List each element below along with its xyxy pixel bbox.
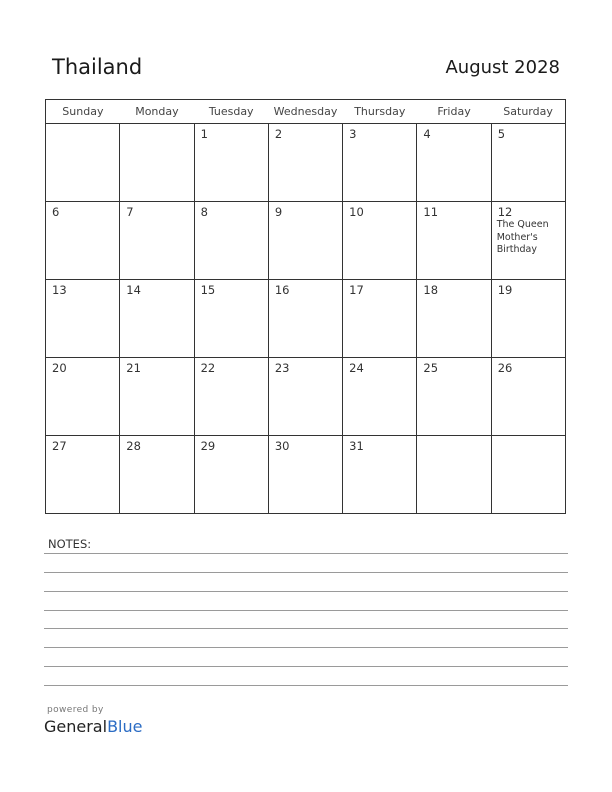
day-number: 17 [349, 283, 364, 297]
weekday-thursday: Thursday [343, 100, 417, 124]
notes-label: NOTES: [48, 537, 92, 551]
holiday-label: Birthday [496, 244, 537, 255]
day-cell [194, 436, 268, 514]
day-cell [268, 202, 342, 280]
day-number [120, 124, 193, 127]
day-cell [120, 124, 194, 202]
day-cell [120, 202, 194, 280]
note-line [44, 628, 568, 629]
day-cell [268, 280, 342, 358]
note-line [44, 685, 568, 686]
day-number: 22 [200, 361, 216, 375]
country-title: Thailand [52, 55, 143, 79]
day-cell [491, 436, 565, 514]
day-number: 3 [349, 127, 357, 141]
day-cell [417, 202, 491, 280]
day-cell [343, 358, 417, 436]
day-number: 29 [200, 439, 216, 453]
day-number: 24 [349, 361, 364, 375]
day-number: 19 [497, 283, 513, 297]
brand-blue: Blue [107, 717, 143, 736]
note-line [44, 666, 568, 667]
week-row [46, 202, 566, 280]
day-number: 25 [423, 361, 439, 375]
day-cell [46, 124, 120, 202]
day-number: 21 [126, 361, 141, 375]
day-cell [194, 358, 268, 436]
day-cell [491, 124, 565, 202]
day-number: 5 [497, 127, 506, 141]
weekday-saturday: Saturday [491, 100, 565, 124]
weekday-tuesday: Tuesday [194, 100, 268, 124]
day-cell [491, 280, 565, 358]
day-cell [343, 280, 417, 358]
brand-logo [44, 717, 142, 736]
day-number: 18 [423, 283, 439, 297]
day-number: 13 [52, 283, 67, 297]
holiday-label: The Queen [496, 219, 549, 230]
day-cell [343, 124, 417, 202]
day-number: 9 [274, 205, 283, 219]
day-number: 28 [126, 439, 141, 453]
month-title: August 2028 [445, 57, 560, 78]
day-cell [46, 202, 120, 280]
day-number: 11 [423, 205, 439, 219]
day-cell [268, 436, 342, 514]
day-cell [417, 280, 491, 358]
day-cell [120, 436, 194, 514]
day-cell [194, 124, 268, 202]
day-cell [417, 358, 491, 436]
powered-by-text: powered by [47, 705, 104, 715]
day-cell [194, 280, 268, 358]
day-cell [417, 436, 491, 514]
day-cell [268, 358, 342, 436]
day-number [417, 436, 490, 439]
day-cell [120, 280, 194, 358]
day-number: 4 [423, 127, 431, 141]
week-row [46, 124, 566, 202]
weekday-wednesday: Wednesday [268, 100, 342, 124]
note-line [44, 591, 568, 592]
day-cell [46, 280, 120, 358]
week-row [46, 280, 566, 358]
day-number: 7 [126, 205, 134, 219]
day-cell [491, 202, 565, 280]
day-number: 23 [274, 361, 290, 375]
day-number: 14 [126, 283, 141, 297]
day-number: 31 [349, 439, 364, 453]
day-cell [343, 436, 417, 514]
day-number: 6 [52, 205, 60, 219]
weekday-friday: Friday [417, 100, 491, 124]
holiday-label: Mother's [496, 231, 538, 243]
day-number [492, 436, 565, 439]
day-number: 20 [52, 361, 67, 375]
day-number: 12 [497, 205, 513, 219]
day-cell [491, 358, 565, 436]
day-number: 30 [274, 439, 290, 453]
day-cell [343, 202, 417, 280]
note-line [44, 572, 568, 573]
day-cell [417, 124, 491, 202]
day-number: 8 [200, 205, 208, 219]
day-cell [46, 358, 120, 436]
brand-general: General [44, 717, 108, 736]
week-row [46, 358, 566, 436]
week-row [46, 436, 566, 514]
day-cell [46, 436, 120, 514]
day-number: 1 [200, 127, 208, 141]
day-number: 27 [52, 439, 67, 453]
day-number [46, 124, 119, 127]
day-number: 26 [497, 361, 513, 375]
calendar-grid [45, 99, 566, 514]
day-number: 16 [274, 283, 290, 297]
weekday-monday: Monday [120, 100, 194, 124]
weekday-header-row [46, 100, 566, 124]
calendar-body [46, 124, 566, 514]
day-cell [268, 124, 342, 202]
weekday-sunday: Sunday [46, 100, 120, 124]
note-line [44, 610, 568, 611]
day-cell [194, 202, 268, 280]
note-line [44, 647, 568, 648]
day-number: 15 [200, 283, 216, 297]
note-line [44, 553, 568, 554]
day-number: 2 [274, 127, 283, 141]
day-cell [120, 358, 194, 436]
day-number: 10 [349, 205, 364, 219]
